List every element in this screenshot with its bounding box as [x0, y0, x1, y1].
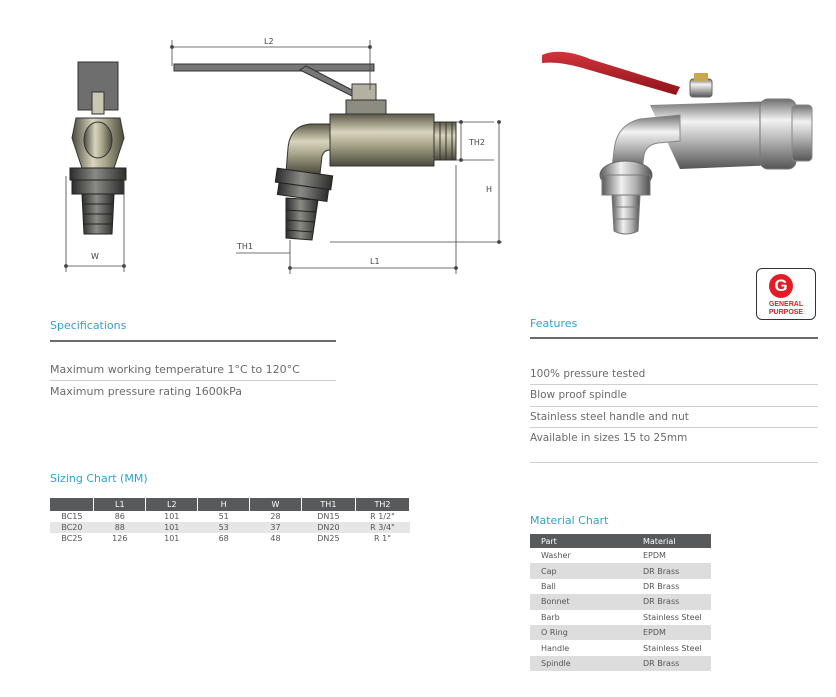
table-cell: DN20 [301, 522, 355, 533]
feature-divider [530, 384, 818, 385]
badge-line-2: PURPOSE [768, 309, 804, 316]
table-cell: DR Brass [632, 594, 711, 609]
dim-label-l2: L2 [264, 37, 274, 46]
table-cell: Barb [541, 612, 560, 622]
table-row [530, 656, 711, 671]
specifications-divider [50, 340, 336, 342]
table-row [530, 579, 711, 594]
table-cell: R 1" [374, 534, 391, 543]
table-cell: Bonnet [530, 594, 632, 609]
spec-line: Maximum pressure rating 1600kPa [50, 385, 243, 398]
material-chart-table [530, 534, 711, 671]
table-cell: 101 [164, 512, 180, 521]
table-cell: 53 [198, 522, 250, 533]
sizing-chart-table [50, 498, 410, 544]
table-row [530, 640, 711, 655]
sizing-header-cell: TH2 [355, 498, 409, 511]
table-cell: BC25 [61, 534, 83, 543]
dim-label-w: W [91, 252, 99, 261]
feature-line: Available in sizes 15 to 25mm [530, 432, 688, 444]
feature-divider [530, 406, 818, 407]
table-cell: EPDM [632, 625, 711, 640]
front-view-drawing [174, 64, 456, 240]
side-view-drawing [70, 62, 126, 234]
sizing-header-cell: L1 [94, 498, 146, 511]
features-divider [530, 337, 818, 339]
table-cell: Stainless Steel [643, 612, 702, 622]
material-header-row [530, 534, 711, 548]
table-cell: BC20 [50, 522, 94, 533]
table-cell: 28 [270, 512, 281, 521]
spec-line: Maximum working temperature 1°C to 120°C [50, 363, 300, 376]
material-header-cell: Part [530, 534, 632, 548]
feature-line: Stainless steel handle and nut [530, 411, 689, 423]
table-cell: R 1/2" [370, 512, 395, 521]
sizing-header-cell: L2 [146, 498, 198, 511]
spec-divider [50, 380, 336, 381]
feature-line: 100% pressure tested [530, 368, 646, 380]
dim-label-h: H [486, 185, 493, 194]
table-cell: 101 [164, 534, 180, 543]
feature-line: Blow proof spindle [530, 389, 627, 401]
material-header-cell: Material [632, 534, 711, 548]
sizing-header-cell: W [250, 498, 302, 511]
table-cell: 126 [112, 534, 128, 543]
table-cell: 88 [94, 522, 146, 533]
table-cell: Spindle [530, 656, 632, 671]
table-cell: 68 [218, 534, 229, 543]
dim-label-th1: TH1 [237, 242, 253, 251]
table-cell: BC15 [61, 512, 83, 521]
table-cell: Stainless Steel [643, 643, 702, 653]
table-row [530, 610, 711, 625]
sizing-header-cell: TH1 [301, 498, 355, 511]
table-cell: Washer [541, 551, 571, 561]
badge-line-1: GENERAL [768, 301, 804, 308]
table-cell: 51 [218, 512, 229, 521]
table-cell: 101 [146, 522, 198, 533]
dim-label-th2: TH2 [469, 138, 485, 147]
table-cell: DN15 [317, 512, 340, 521]
table-cell: EPDM [643, 551, 666, 561]
table-cell: Cap [530, 563, 632, 578]
table-cell: DR Brass [632, 563, 711, 578]
general-purpose-badge [756, 268, 816, 320]
sizing-chart-title: Sizing Chart (MM) [50, 472, 148, 485]
table-row [530, 548, 711, 563]
table-row [50, 533, 410, 544]
sizing-header-row [50, 498, 410, 511]
table-row [530, 594, 711, 609]
dim-label-l1: L1 [370, 257, 380, 266]
table-row [50, 511, 410, 522]
product-photo [530, 35, 820, 265]
specifications-title: Specifications [50, 319, 127, 332]
table-cell: DN25 [317, 534, 340, 543]
table-row [530, 625, 711, 640]
sizing-header-cell [50, 498, 94, 511]
table-cell: 37 [250, 522, 302, 533]
feature-divider [530, 462, 818, 463]
table-cell: 48 [270, 534, 281, 543]
table-cell: O Ring [530, 625, 632, 640]
table-cell: 86 [114, 512, 125, 521]
table-cell: DR Brass [643, 581, 680, 591]
technical-drawing [0, 0, 520, 285]
table-row [50, 522, 410, 533]
material-chart-title: Material Chart [530, 514, 609, 527]
table-cell: DR Brass [632, 656, 711, 671]
table-row [530, 563, 711, 578]
badge-letter: G [769, 274, 793, 298]
table-cell: Ball [541, 581, 556, 591]
table-cell: Handle [541, 643, 570, 653]
table-cell: R 3/4" [355, 522, 409, 533]
feature-divider [530, 427, 818, 428]
features-title: Features [530, 317, 578, 330]
sizing-header-cell: H [198, 498, 250, 511]
